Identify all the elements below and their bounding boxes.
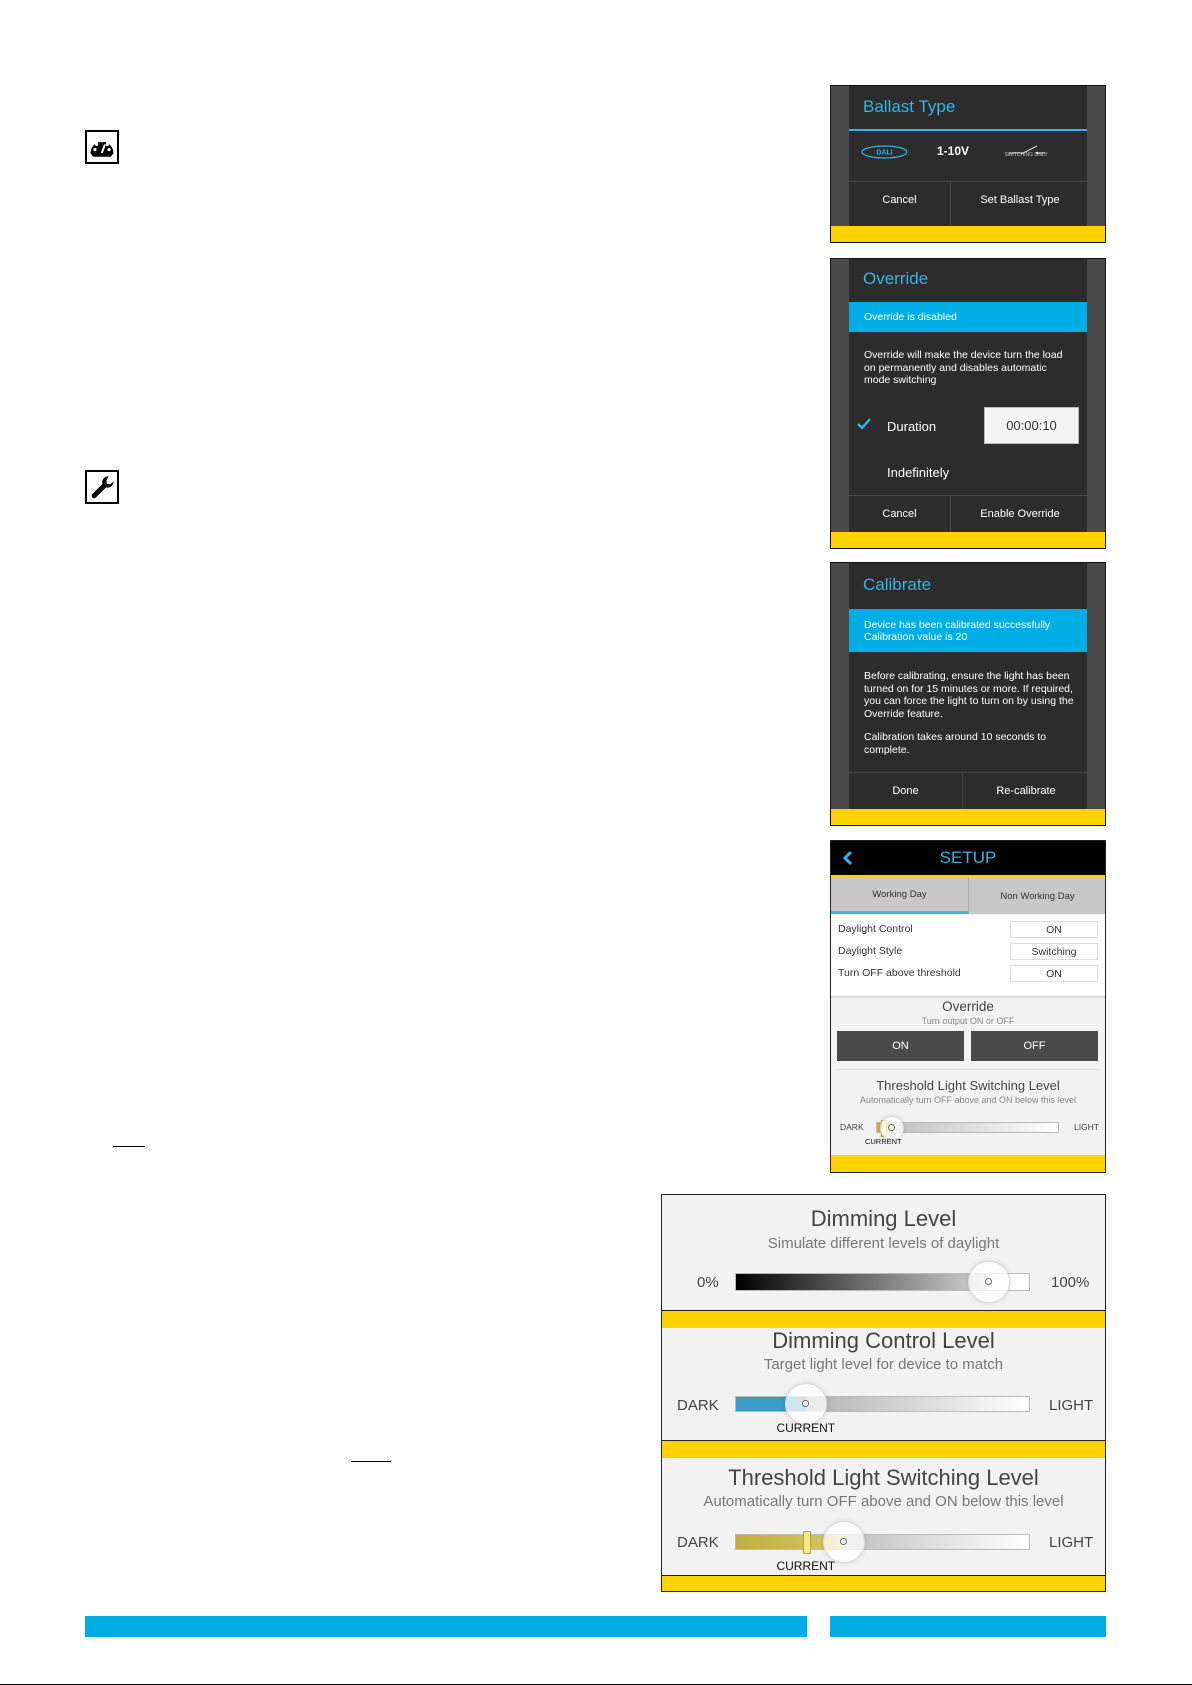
indefinitely-option[interactable]: Indefinitely	[887, 465, 950, 480]
footer-bar-left	[85, 1616, 807, 1637]
footer-bar-right	[830, 1616, 1106, 1637]
threshold-section-sub: Automatically turn OFF above and ON below this level	[859, 1095, 1077, 1105]
yellow-divider	[661, 1311, 1106, 1328]
dimming-control-dark-label: DARK	[677, 1397, 719, 1414]
override-dialog	[830, 258, 1106, 549]
dimming-control-sub: Target light level for device to match	[763, 1356, 1004, 1373]
setup-screen	[830, 840, 1106, 1173]
threshold-knob[interactable]	[823, 1521, 865, 1563]
calibration-value-line: Calibration value is 20	[864, 630, 968, 643]
override-on-button[interactable]: ON	[837, 1031, 964, 1061]
turn-off-threshold-value[interactable]: ON	[1010, 965, 1098, 982]
threshold-sub: Automatically turn OFF above and ON below this level	[703, 1493, 1064, 1510]
duration-check-icon	[857, 415, 871, 427]
dimming-level-sub: Simulate different levels of daylight	[767, 1235, 1000, 1252]
threshold-dark-label: DARK	[840, 1122, 864, 1132]
threshold-section-title: Threshold Light Switching Level	[876, 1078, 1060, 1093]
threshold-track[interactable]	[735, 1534, 1030, 1550]
setup-header	[831, 841, 1105, 878]
dialog-title: Ballast Type	[863, 97, 956, 116]
override-off-button[interactable]: OFF	[971, 1031, 1098, 1061]
switching-only-label: SWITCHING ONLY	[1004, 152, 1048, 158]
yellow-divider	[661, 1441, 1106, 1458]
dali-option[interactable]	[861, 144, 908, 158]
threshold-current-marker	[803, 1531, 811, 1554]
underline-mark	[113, 1146, 145, 1147]
calibrate-duration-note: Calibration takes around 10 seconds to complete.	[864, 731, 1047, 756]
tab-working-day[interactable]: Working Day	[831, 878, 968, 914]
done-button[interactable]: Done	[892, 785, 919, 797]
threshold-dark-label: DARK	[677, 1534, 719, 1551]
threshold-panel	[661, 1458, 1106, 1576]
dimming-level-panel	[661, 1194, 1106, 1311]
yellow-divider	[661, 1576, 1106, 1592]
override-status-bar	[849, 302, 1087, 332]
option-1-10v[interactable]: 1-10V	[937, 144, 970, 158]
setup-title: SETUP	[939, 848, 997, 867]
dimming-control-knob[interactable]	[785, 1383, 827, 1425]
ballast-type-dialog	[830, 85, 1106, 243]
day-tabs	[831, 878, 1105, 914]
override-description: Override will make the device turn the load on permanently and disables automatic mode switching	[864, 349, 1063, 386]
enable-override-button[interactable]: Enable Override	[980, 508, 1060, 520]
recalibrate-button[interactable]: Re-calibrate	[996, 785, 1056, 797]
tab-non-working-day[interactable]: Non Working Day	[1000, 890, 1075, 902]
dashboard-gauge-icon	[85, 130, 119, 164]
daylight-style-label: Daylight Style	[838, 945, 903, 957]
calibrate-instructions: Before calibrating, ensure the light has been turned on for 15 minutes or more. If required, you can force the light to turn on by using the Override feature.	[864, 670, 1074, 720]
threshold-light-label: LIGHT	[1049, 1534, 1094, 1551]
dimming-control-current-label: CURRENT	[776, 1421, 836, 1435]
dimming-min-label: 0%	[697, 1274, 719, 1291]
cancel-button[interactable]: Cancel	[882, 508, 917, 520]
threshold-light-label: LIGHT	[1073, 1122, 1099, 1132]
dali-logo-text: DALI	[876, 149, 893, 157]
duration-input[interactable]: 00:00:10	[984, 407, 1079, 444]
duration-option[interactable]: Duration	[887, 419, 937, 434]
cancel-button[interactable]: Cancel	[882, 194, 917, 206]
daylight-control-label: Daylight Control	[838, 923, 913, 935]
dimming-control-panel	[661, 1328, 1106, 1441]
override-section-title: Override	[942, 999, 994, 1014]
turn-off-threshold-label: Turn OFF above threshold	[838, 967, 961, 979]
dialog-title: Override	[863, 269, 929, 288]
dimming-control-track[interactable]	[735, 1396, 1030, 1412]
calibrate-dialog	[830, 562, 1106, 826]
dimming-knob[interactable]	[968, 1261, 1010, 1303]
override-section-sub: Turn output ON or OFF	[921, 1016, 1015, 1026]
dimming-fill	[736, 1274, 990, 1290]
threshold-title: Threshold Light Switching Level	[728, 1465, 1039, 1490]
dialog-title: Calibrate	[863, 575, 932, 594]
calibration-status-bar	[849, 609, 1087, 652]
calibration-status-line: Device has been calibrated successfully	[864, 618, 1051, 631]
underline-mark	[351, 1461, 391, 1462]
dimming-control-title: Dimming Control Level	[772, 1328, 995, 1353]
dimming-control-light-label: LIGHT	[1049, 1397, 1094, 1414]
daylight-control-value[interactable]: ON	[1010, 921, 1098, 938]
daylight-style-value[interactable]: Switching	[1010, 943, 1098, 960]
switching-only-option[interactable]	[1001, 140, 1051, 162]
threshold-current-label: CURRENT	[776, 1559, 836, 1573]
dimming-level-title: Dimming Level	[810, 1206, 957, 1231]
wrench-icon	[85, 470, 119, 504]
set-ballast-type-button[interactable]: Set Ballast Type	[980, 194, 1060, 206]
dimming-max-label: 100%	[1051, 1274, 1090, 1291]
override-status-text: Override is disabled	[864, 311, 957, 323]
setup-current-label: CURRENT	[864, 1137, 902, 1146]
